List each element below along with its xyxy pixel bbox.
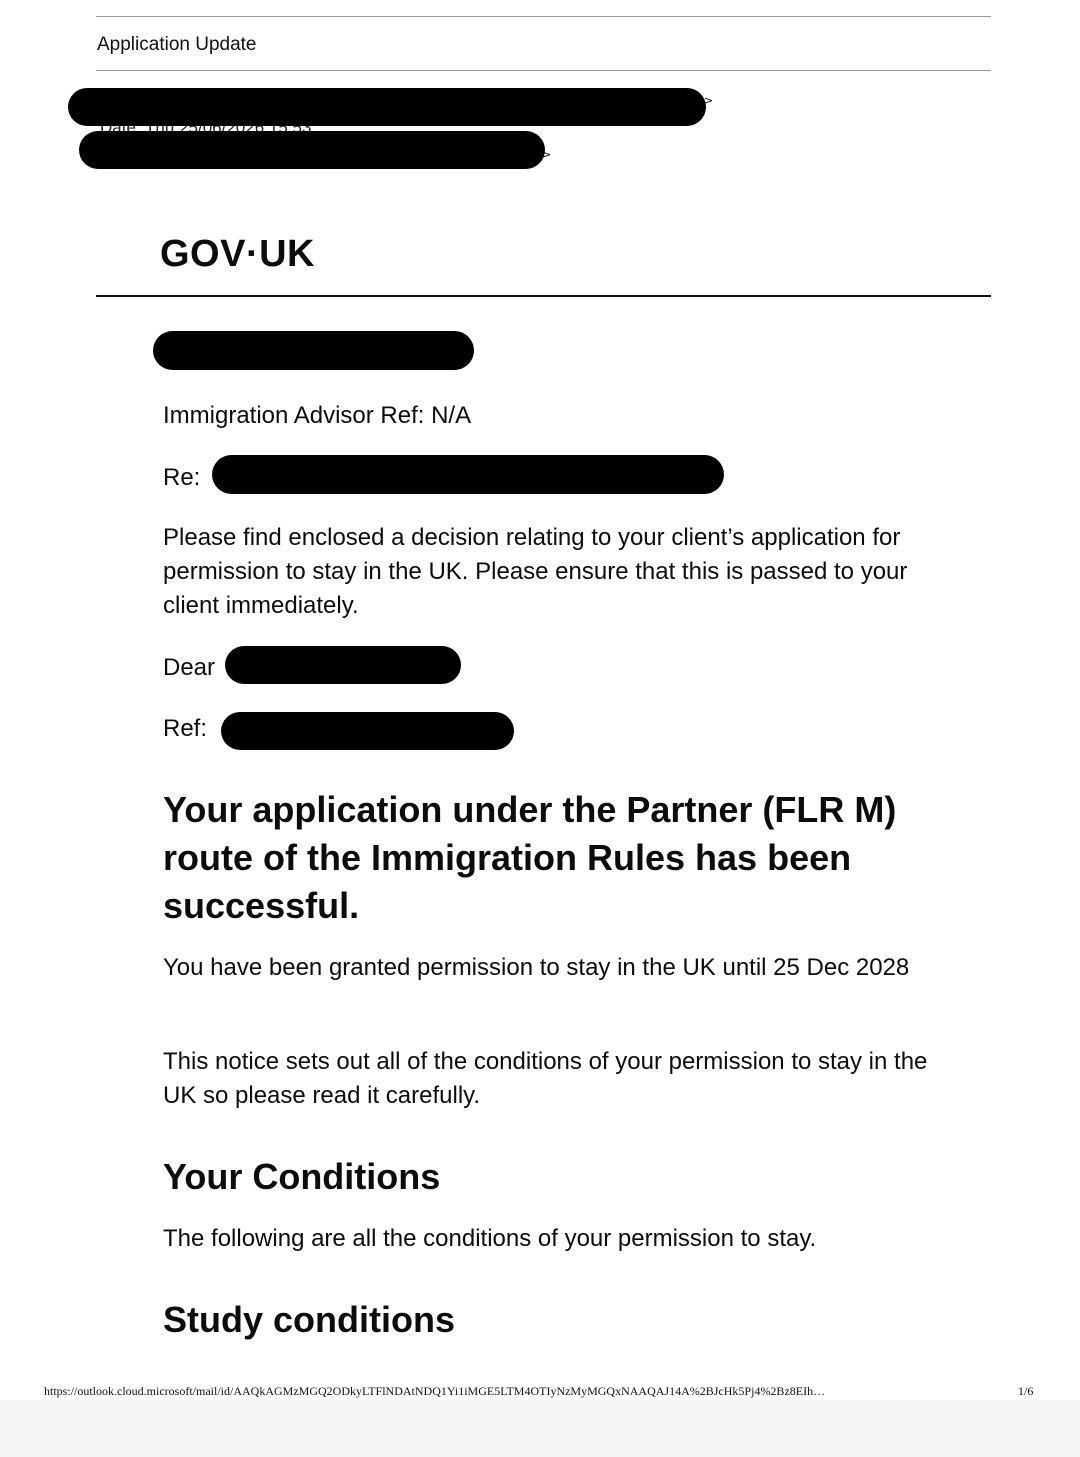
redaction-advisor-name [153,331,474,370]
dear-label: Dear [163,654,216,681]
redaction-edge-mark: > [704,94,714,107]
redaction-edge-mark: > [542,148,552,161]
conditions-intro: The following are all the conditions of your permission to stay. [163,1225,817,1252]
advisor-ref: Immigration Advisor Ref: N/A [163,402,472,429]
decision-heading: Your application under the Partner (FLR M) route of the Immigration Rules has been successful. [163,789,897,926]
govuk-rule [96,295,991,297]
header-bottom-rule [96,70,991,71]
govuk-logo: GOV·UK [160,233,315,275]
redaction-from [68,88,706,126]
study-conditions-heading: Study conditions [163,1299,455,1340]
notice-paragraph: This notice sets out all of the conditions of your permission to stay in the UK so please read it carefully. [163,1048,928,1109]
email-subject: Application Update [97,34,257,55]
redaction-name [225,646,461,684]
intro-paragraph: Please find enclosed a decision relating to your client’s application for permission to stay in the UK. Please ensure that this is passed to your client immediately. [163,524,908,619]
redaction-to [79,131,545,169]
viewer-bottom-band [0,1400,1080,1457]
granted-paragraph: You have been granted permission to stay in the UK until 25 Dec 2028 [163,954,910,981]
print-footer-page-number: 1/6 [1018,1384,1034,1398]
ref-label: Ref: [163,715,208,742]
redaction-re [212,455,724,494]
conditions-heading: Your Conditions [163,1156,441,1197]
re-label: Re: [163,464,201,491]
print-footer-url: https://outlook.cloud.microsoft/mail/id/AAQkAGMzMGQ2ODkyLTFlNDAtNDQ1Yi1iMGE5LTM4OTIyNzMyMGQxNAAQAJ14A%2BJcHk5Pj4%2Bz8EIh… [44,1384,826,1398]
header-top-rule [96,16,991,17]
redaction-ref [221,712,514,750]
